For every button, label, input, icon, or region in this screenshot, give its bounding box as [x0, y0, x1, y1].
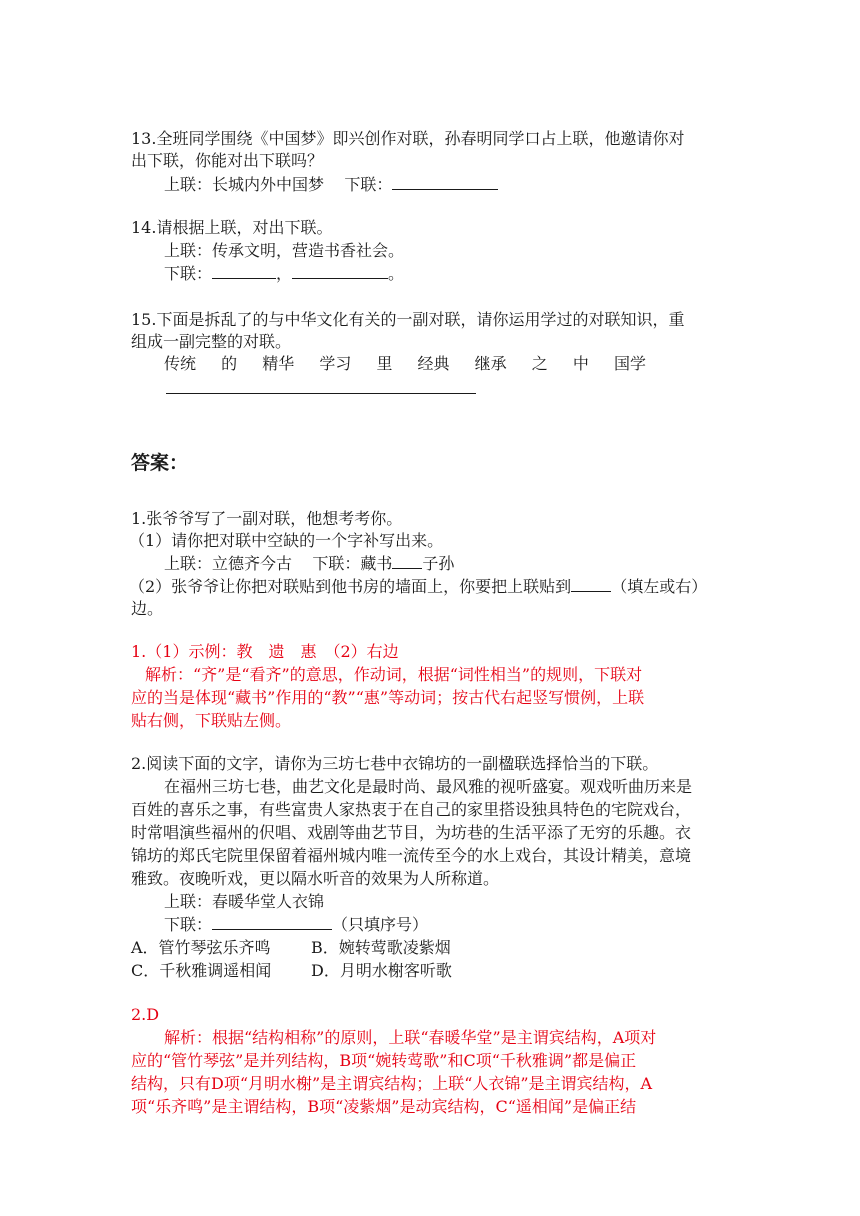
- q15-line1: 15.下面是拆乱了的与中华文化有关的一副对联，请你运用学过的对联知识，重: [131, 310, 685, 329]
- q2-answer-blank[interactable]: [212, 914, 332, 930]
- q13-line1: 13.全班同学围绕《中国梦》即兴创作对联，孙春明同学口占上联，他邀请你对: [131, 129, 685, 148]
- q13-upper: 上联：长城内外中国梦: [164, 175, 325, 194]
- q13-answer-blank[interactable]: [392, 174, 498, 190]
- a1-line2: 解析：“齐”是“看齐”的意思，作动词，根据“词性相当”的规则，下联对: [145, 665, 643, 684]
- q1-line5: 边。: [131, 599, 164, 618]
- q1-lower-b: 子孙: [422, 554, 455, 573]
- q2-p1: 在福州三坊七巷，曲艺文化是最时尚、最风雅的视听盛宴。观戏听曲历来是: [164, 777, 693, 796]
- q15-word: 经典: [417, 354, 450, 373]
- answer-heading: 答案：: [131, 452, 189, 474]
- q15-word: 国学: [613, 354, 646, 373]
- q2-option-d: D．月明水榭客听歌: [311, 961, 452, 980]
- a1-line1: 1.（1）示例：教 遗 惠 （2）右边: [131, 642, 399, 661]
- q15-word: 继承: [474, 354, 507, 373]
- q1-line4-text: （2）张爷爷让你把对联贴到他书房的墙面上，你要把上联贴到: [129, 577, 572, 596]
- q15-word: 里: [376, 354, 393, 373]
- q1-answer-blank[interactable]: [392, 553, 422, 569]
- q14-answer-blank-1[interactable]: [212, 263, 276, 279]
- q1-upper: 上联：立德齐今古: [164, 554, 293, 573]
- q2-p2: 百姓的喜乐之事，有些富贵人家热衷于在自己的家里搭设独具特色的宅院戏台，: [131, 800, 692, 819]
- q13-lower-label: 下联：: [344, 175, 393, 194]
- a2-line4: 结构，只有D项“月明水榭”是主谓宾结构；上联“人衣锦”是主谓宾结构，A: [131, 1074, 653, 1093]
- q2-option-a: A．管竹琴弦乐齐鸣: [131, 938, 271, 957]
- q14-answer-blank-2[interactable]: [292, 263, 388, 279]
- q1-line1: 1.张爷爷写了一副对联，他想考考你。: [131, 509, 403, 528]
- q2-p5: 雅致。夜晚听戏，更以隔水听音的效果为人所称道。: [131, 869, 500, 888]
- q2-option-c: C．千秋雅调遥相闻: [131, 961, 272, 980]
- q15-word: 传统: [164, 354, 197, 373]
- q2-options-ab: [131, 937, 451, 959]
- q14-period: 。: [388, 264, 405, 283]
- q15-word-list: [164, 353, 666, 375]
- q14-lower: [164, 263, 404, 285]
- q15-word: 学习: [319, 354, 352, 373]
- q2-lower-tail: （只填序号）: [332, 915, 429, 934]
- q2-upper: 上联：春暖华堂人衣锦: [164, 892, 325, 911]
- q2-lower-label: 下联：: [164, 915, 213, 934]
- a2-line3: 应的“管竹琴弦”是并列结构，B项“婉转莺歌”和C项“千秋雅调”都是偏正: [131, 1051, 637, 1070]
- a1-line3: 应的当是体现“藏书”作用的“教”“惠”等动词；按古代右起竖写惯例，上联: [131, 688, 645, 707]
- q2-line1: 2.阅读下面的文字，请你为三坊七巷中衣锦坊的一副楹联选择恰当的下联。: [131, 754, 659, 773]
- q2-p4: 锦坊的郑氏宅院里保留着福州城内唯一流传至今的水上戏台，其设计精美，意境: [131, 846, 692, 865]
- q14-upper: 上联：传承文明，营造书香社会。: [164, 241, 405, 260]
- q1-couplet: [164, 553, 454, 575]
- q15-line2: 组成一副完整的对联。: [131, 332, 292, 351]
- q2-lower: [164, 914, 428, 936]
- q2-options-cd: [131, 960, 452, 982]
- q1-line2: （1）请你把对联中空缺的一个字补写出来。: [129, 531, 444, 550]
- q15-word: 精华: [262, 354, 295, 373]
- a2-line1: 2.D: [131, 1005, 160, 1024]
- q1-lower-a: 下联：藏书: [312, 554, 393, 573]
- q15-word: 之: [531, 354, 548, 373]
- q15-word: 中: [572, 354, 589, 373]
- q13-couplet: [164, 174, 498, 196]
- a2-line2: 解析：根据“结构相称”的原则，上联“春暖华堂”是主谓宾结构，A项对: [164, 1028, 657, 1047]
- q2-p3: 时常唱演些福州的伬唱、戏剧等曲艺节目，为坊巷的生活平添了无穷的乐趣。衣: [131, 823, 692, 842]
- a1-line4: 贴右侧，下联贴左侧。: [131, 711, 292, 730]
- q14-lower-label: 下联：: [164, 264, 213, 283]
- q14-line1: 14.请根据上联，对出下联。: [131, 218, 333, 237]
- a2-line5: 项“乐齐鸣”是主谓结构，B项“凌紫烟”是动宾结构，C“遥相闻”是偏正结: [131, 1097, 637, 1116]
- q14-comma: ，: [276, 264, 293, 283]
- q1-side-blank[interactable]: [571, 576, 611, 592]
- q2-option-b: B．婉转莺歌凌紫烟: [311, 938, 451, 957]
- q13-line2: 出下联，你能对出下联吗？: [131, 151, 324, 170]
- q1-line4-tail: （填左或右）: [611, 577, 708, 596]
- q15-answer-blank[interactable]: [166, 393, 476, 394]
- q1-line4: [129, 576, 707, 598]
- q15-word: 的: [221, 354, 238, 373]
